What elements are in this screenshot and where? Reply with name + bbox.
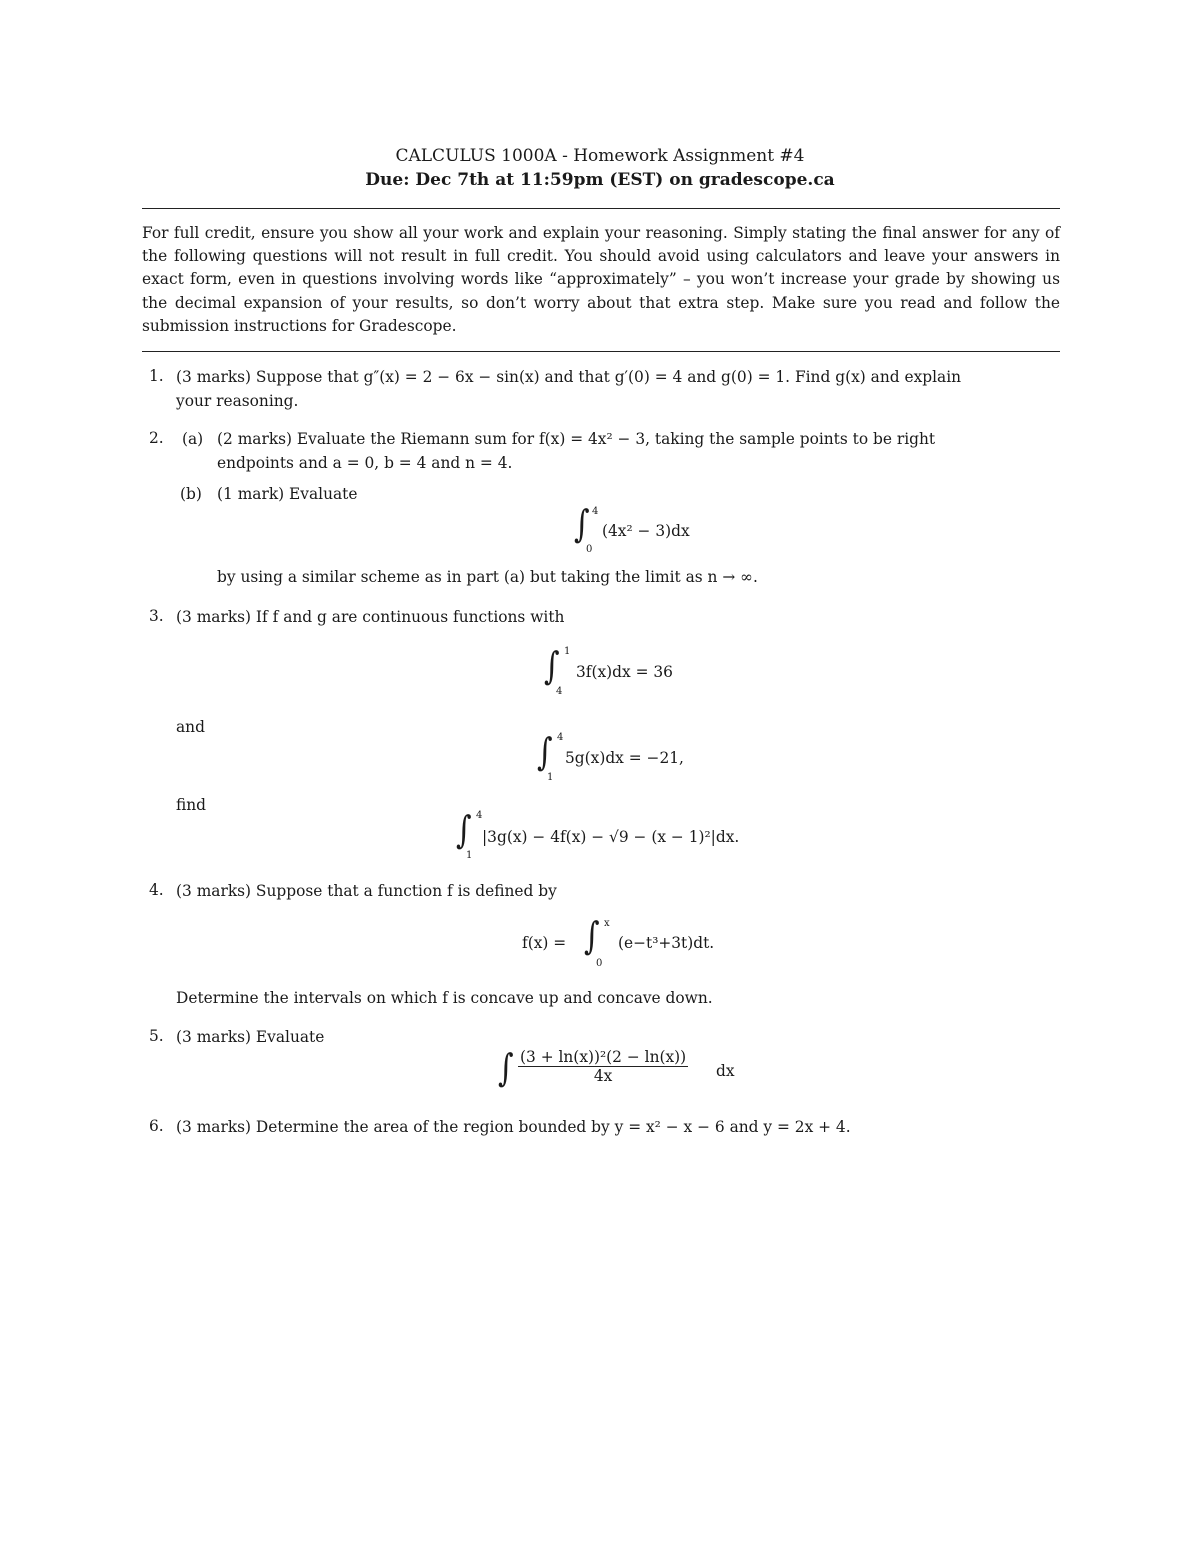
question-4-line-2: Determine the intervals on which f is concave up and concave down.: [176, 989, 713, 1007]
integrand-fraction: [518, 1048, 688, 1085]
question-2b-label: (b): [180, 485, 202, 503]
fraction-denominator: 4x: [593, 1067, 613, 1085]
document-title: CALCULUS 1000A - Homework Assignment #4: [395, 146, 805, 166]
integral-lower-limit: 0: [596, 958, 603, 969]
top-divider: [142, 208, 1060, 209]
instructions-paragraph: For full credit, ensure you show all your work and explain your reasoning. Simply stating the final answer for any of the following questions will not result in full credit. You should avoid using calculators and leave your answers in exact form, even in questions involving words like “approximately” – you won’t increase your grade by showing us the decimal expansion of your results, so don’t worry about that extra step. Make sure you read and follow the submission instructions for Gradescope.: [142, 224, 1060, 335]
question-2a-line-1: (2 marks) Evaluate the Riemann sum for f(x) = 4x² − 3, taking the sample points to be right: [217, 430, 936, 448]
question-2a-line-2: endpoints and a = 0, b = 4 and n = 4.: [217, 454, 513, 472]
integral-5: [498, 1044, 758, 1098]
question-4-number: 4.: [149, 881, 164, 899]
integral-sign: ∫: [456, 808, 472, 853]
question-3-and: and: [176, 718, 205, 736]
question-5-line-1: (3 marks) Evaluate: [176, 1028, 325, 1046]
integral-sign: ∫: [537, 730, 553, 775]
integral-3-third: [456, 810, 796, 862]
integral-sign: ∫: [574, 502, 590, 547]
integral-sign: ∫: [544, 644, 560, 689]
question-5-number: 5.: [149, 1027, 164, 1045]
integral-3-first: [544, 646, 714, 698]
integrand: (4x² − 3)dx: [602, 522, 690, 540]
integral-4: [522, 914, 742, 970]
question-2a-label: (a): [182, 430, 204, 448]
question-1-line-1: (3 marks) Suppose that g″(x) = 2 − 6x − sin(x) and that g′(0) = 4 and g(0) = 1. Find g(x) and explain: [176, 368, 962, 386]
question-6-line-1: (3 marks) Determine the area of the region bounded by y = x² − x − 6 and y = 2x + 4.: [176, 1118, 851, 1136]
integral-2b: [574, 502, 714, 556]
question-3-number: 3.: [149, 607, 164, 625]
differential: dx: [716, 1062, 735, 1080]
fraction-numerator: (3 + ln(x))²(2 − ln(x)): [520, 1048, 687, 1066]
question-4-line-1: (3 marks) Suppose that a function f is defined by: [176, 882, 557, 900]
integrand: 3f(x)dx = 36: [576, 663, 673, 681]
integrand: 5g(x)dx = −21,: [565, 749, 684, 767]
due-date: Due: Dec 7th at 11:59pm (EST) on gradescope.ca: [365, 170, 835, 190]
question-2b-line-1: (1 mark) Evaluate: [217, 485, 358, 503]
integrand: |3g(x) − 4f(x) − √9 − (x − 1)²|dx.: [482, 828, 740, 846]
integral-upper-limit: 1: [564, 646, 571, 657]
integral-3-second: [537, 732, 717, 784]
integral-upper-limit: x: [604, 918, 610, 929]
integral-sign: ∫: [584, 914, 600, 959]
integral-lower-limit: 4: [556, 686, 563, 697]
question-2-number: 2.: [149, 429, 164, 447]
question-1-number: 1.: [149, 367, 164, 385]
integral-lower-limit: 0: [586, 544, 593, 555]
integral-upper-limit: 4: [592, 506, 599, 517]
integral-upper-limit: 4: [476, 810, 483, 821]
bottom-divider: [142, 351, 1060, 352]
integral-lower-limit: 1: [466, 850, 473, 861]
question-2b-line-2: by using a similar scheme as in part (a) but taking the limit as n → ∞.: [217, 568, 758, 586]
integral-lower-limit: 1: [547, 772, 554, 783]
question-3-line-1: (3 marks) If f and g are continuous functions with: [176, 608, 565, 626]
question-3-find: find: [176, 796, 207, 814]
function-definition-lhs: f(x) =: [522, 934, 567, 952]
integrand: (e−t³+3t)dt.: [618, 934, 715, 952]
integral-sign: ∫: [498, 1046, 514, 1091]
question-1-line-2: your reasoning.: [176, 392, 299, 410]
integral-upper-limit: 4: [557, 732, 564, 743]
question-6-number: 6.: [149, 1117, 164, 1135]
